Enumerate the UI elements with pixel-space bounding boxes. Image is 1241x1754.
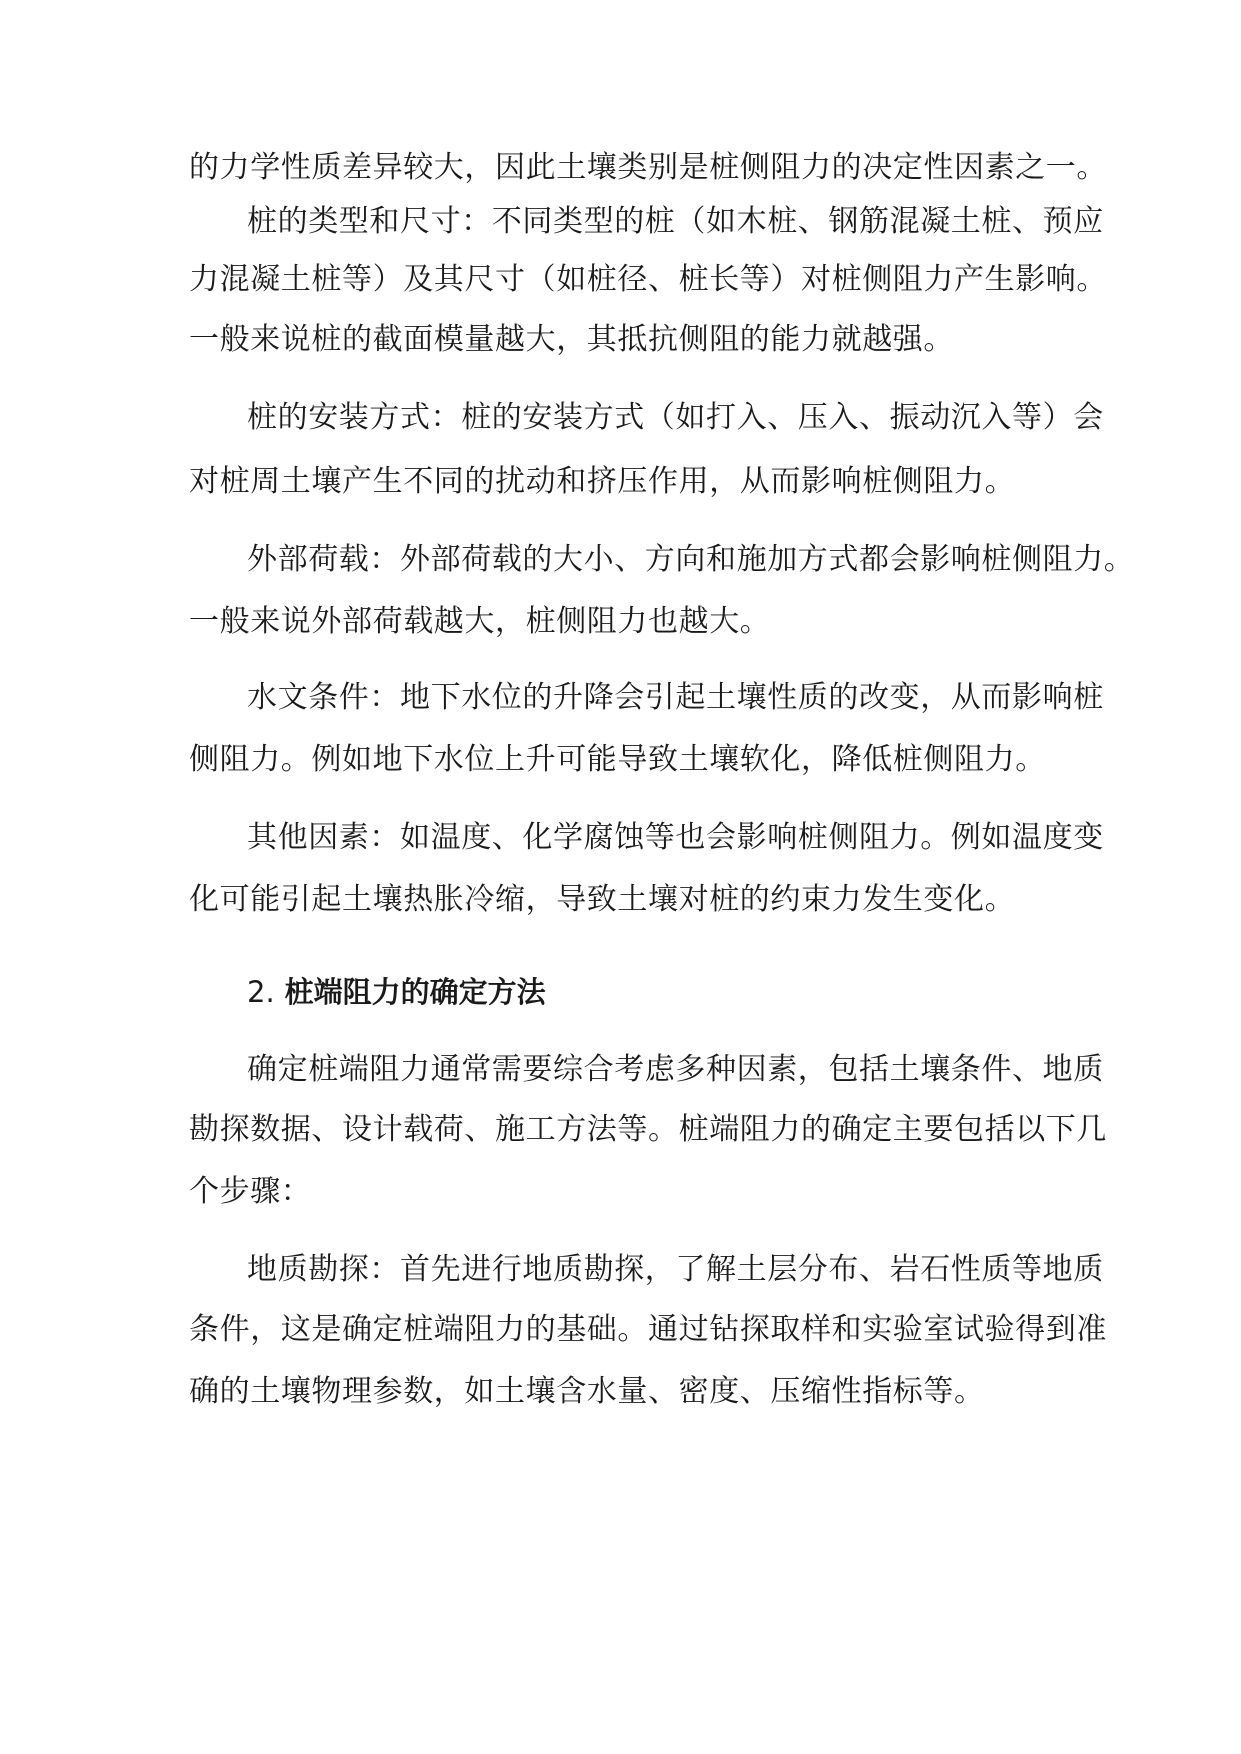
text-line: 个步骤： [189,1174,312,1209]
text-line: 勘探数据、设计载荷、施工方法等。桩端阻力的确定主要包括以下几 [189,1112,1107,1147]
text-line: 力混凝土桩等）及其尺寸（如桩径、桩长等）对桩侧阻力产生影响。 [189,262,1107,297]
text-line: 一般来说外部荷载越大，桩侧阻力也越大。 [189,604,771,639]
text-line: 其他因素：如温度、化学腐蚀等也会影响桩侧阻力。例如温度变 [247,820,1104,855]
text-line: 一般来说桩的截面模量越大，其抵抗侧阻的能力就越强。 [189,322,954,357]
text-line: 确的土壤物理参数，如土壤含水量、密度、压缩性指标等。 [189,1374,985,1409]
text-line: 地质勘探：首先进行地质勘探，了解土层分布、岩石性质等地质 [247,1252,1104,1287]
section-title: 桩端阻力的确定方法 [284,975,546,1009]
text-line: 条件，这是确定桩端阻力的基础。通过钻探取样和实验室试验得到准 [189,1312,1107,1347]
text-line: 外部荷载：外部荷载的大小、方向和施加方式都会影响桩侧阻力。 [247,542,1135,577]
text-line: 水文条件：地下水位的升降会引起土壤性质的改变，从而影响桩 [247,680,1104,715]
text-line: 桩的类型和尺寸：不同类型的桩（如木桩、钢筋混凝土桩、预应 [247,204,1104,239]
text-line: 化可能引起土壤热胀冷缩，导致土壤对桩的约束力发生变化。 [189,882,1016,917]
text-line: 侧阻力。例如地下水位上升可能导致土壤软化，降低桩侧阻力。 [189,742,1046,777]
text-line: 对桩周土壤产生不同的扰动和挤压作用，从而影响桩侧阻力。 [189,464,1016,499]
text-line: 确定桩端阻力通常需要综合考虑多种因素，包括土壤条件、地质 [247,1052,1104,1087]
section-heading [247,972,546,1012]
text-line: 桩的安装方式：桩的安装方式（如打入、压入、振动沉入等）会 [247,400,1104,435]
text-line: 的力学性质差异较大，因此土壤类别是桩侧阻力的决定性因素之一。 [189,150,1107,185]
section-number: 2. [247,975,275,1009]
